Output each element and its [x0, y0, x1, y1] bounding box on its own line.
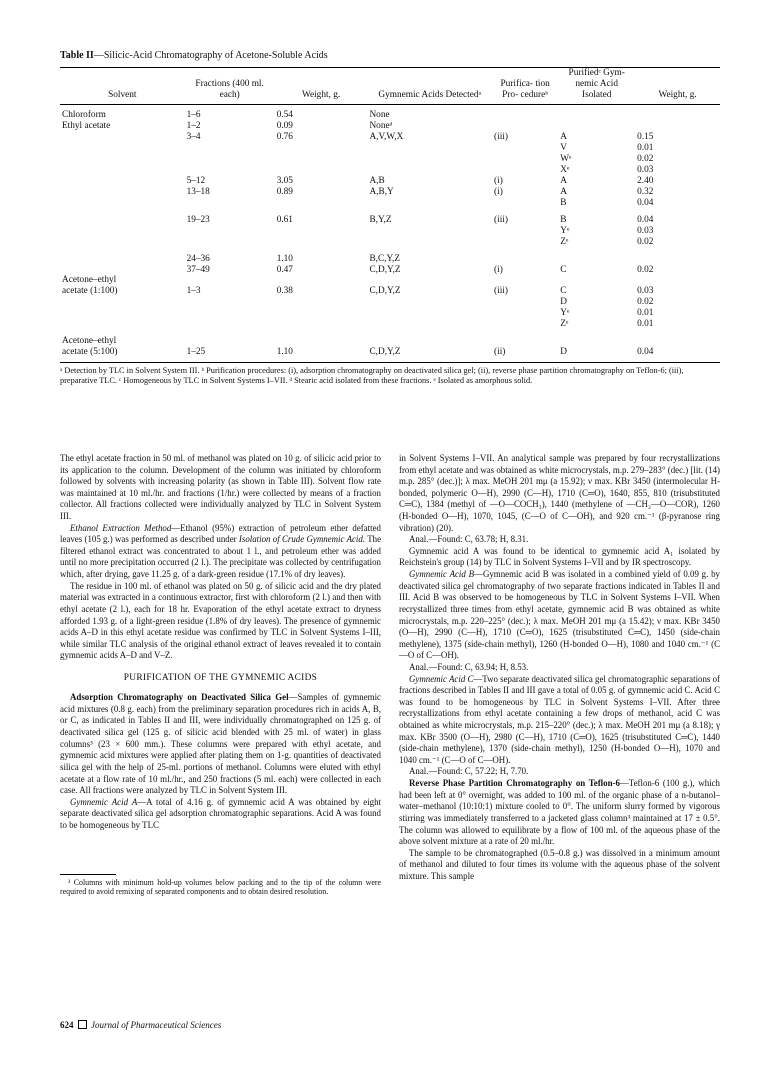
- paragraph: [399, 778, 720, 848]
- table-cell-weight2: 0.04: [637, 214, 654, 225]
- table-cell-weight2: 0.02: [637, 153, 654, 164]
- table-cell-isolated: [558, 275, 635, 286]
- table-cell-weight2: 0.03: [637, 225, 654, 236]
- table-cell-purification: [492, 154, 558, 165]
- table-cell-weight: [275, 297, 368, 308]
- table-cell-isolated: B: [560, 197, 567, 208]
- run-in-title: Ethanol Extraction Method: [70, 522, 172, 533]
- table-row: [60, 248, 720, 265]
- table-row: [60, 209, 720, 226]
- table-cell-fractions: [185, 297, 275, 308]
- table-cell-solvent: Acetone–ethyl: [62, 336, 117, 347]
- table-cell-purification: [492, 275, 558, 286]
- right-column: [399, 453, 720, 897]
- table-cell-solvent: [60, 132, 185, 143]
- analysis-line: Anal.—Found: C, 63.78; H, 8.31.: [409, 534, 529, 545]
- table-cell-weight2: [635, 330, 720, 347]
- header-weight: Weight, g.: [301, 89, 341, 100]
- table-cell-solvent: acetate (1:100): [62, 286, 118, 297]
- table-cell-detected: [367, 319, 492, 330]
- table-cell-detected: [367, 198, 492, 209]
- table-cell-weight: [275, 330, 368, 347]
- table-cell-weight2: 2.40: [637, 175, 654, 186]
- table-cell-detected: [367, 237, 492, 248]
- analysis-line: Anal.—Found: C, 63.94; H, 8.53.: [409, 661, 529, 672]
- paragraph: Gymnemic acid A was found to be identical to gymnemic acid A₁ isolated by Reichstein's group (14) by TLC in Solvent Systems I–VII and by IR spectroscopy.: [399, 545, 720, 568]
- table-cell-detected: B,C,Y,Z: [369, 253, 401, 264]
- table-cell-weight: 3.05: [276, 175, 293, 186]
- table-row: [60, 132, 720, 143]
- table-cell-fractions: [185, 319, 275, 330]
- table-cell-purification: (iii): [494, 131, 508, 142]
- table-cell-detected: [367, 226, 492, 237]
- table-cell-fractions: 13–18: [186, 186, 210, 197]
- table-cell-detected: [367, 275, 492, 286]
- table-cell-detected: C,D,Y,Z: [369, 264, 401, 275]
- table-cell-isolated: Yᵉ: [560, 225, 570, 236]
- table-cell-weight2: 0.02: [637, 297, 654, 308]
- table-row: [60, 226, 720, 237]
- table-cell-detected: C,D,Y,Z: [369, 286, 401, 297]
- run-in-title: Adsorption Chromatography on Deactivated Silica Gel: [70, 692, 289, 703]
- table-cell-detected: A,V,W,X: [369, 131, 404, 142]
- table-row: [60, 198, 720, 209]
- table-cell-solvent: Ethyl acetate: [62, 120, 111, 131]
- header-solvent: Solvent: [108, 89, 137, 100]
- table-row: [60, 308, 720, 319]
- table-cell-isolated: Zᵉ: [560, 319, 569, 330]
- table-cell-isolated: [558, 330, 635, 347]
- table-cell-detected: C,D,Y,Z: [369, 347, 401, 358]
- table-cell-detected: [367, 330, 492, 347]
- table-cell-weight: 0.89: [276, 186, 293, 197]
- chromatography-table: [60, 67, 720, 363]
- table-row: [60, 347, 720, 362]
- header-purification: Purifica- tion Pro- cedureᵇ: [500, 78, 550, 100]
- table-cell-fractions: 37–49: [186, 264, 210, 275]
- table-cell-weight2: 0.02: [637, 264, 654, 275]
- table-row: [60, 319, 720, 330]
- table-cell-solvent: [60, 308, 185, 319]
- table-cell-detected: A,B,Y: [369, 186, 394, 197]
- table-cell-isolated: V: [560, 142, 567, 153]
- table-row: [60, 297, 720, 308]
- body-columns: [60, 453, 720, 897]
- table-cell-weight2: 0.04: [637, 347, 654, 358]
- table-cell-fractions: [185, 237, 275, 248]
- table-cell-isolated: B: [560, 214, 567, 225]
- run-in-title: Reverse Phase Partition Chromatography on Teflon-6: [409, 778, 620, 789]
- table-cell-weight: [275, 275, 368, 286]
- table-cell-purification: [492, 308, 558, 319]
- analysis-line: Anal.—Found: C, 57.22; H, 7.70.: [409, 766, 529, 777]
- paragraph-text: —Gymnemic acid B was isolated in a combined yield of 0.09 g. by deactivated silica gel chromatography of two separate fractions indicated in Tables II and III. Acid B was observed to be homogeneous by TLC in Solvent Systems I–VII. When recrystallized three times from ethyl acetate, gymnemic acid B was obtained as white microcrystals, m.p. 220–225° (dec.); λ max. MeOH 201 mμ (a 15.42); ν max. KBr 3450 (O—H), 2990 (C—H), 1710 (C═O), 1625 (trisubstituted C═C), 1450 (side-chain methylene), 1375 (side-chain methyl), 1260 (H-bonded O—H), 1080 and 1040 cm.⁻¹ (C—O of C—OH).: [399, 569, 720, 661]
- table-cell-fractions: 1–25: [186, 347, 206, 358]
- table-cell-isolated: C: [560, 264, 567, 275]
- table-cell-isolated: [558, 248, 635, 265]
- table-cell-weight: 0.38: [276, 286, 293, 297]
- table-cell-weight: [275, 237, 368, 248]
- table-cell-weight: [275, 154, 368, 165]
- table-cell-weight: [275, 165, 368, 176]
- table-cell-purification: (i): [494, 175, 503, 186]
- table-cell-weight: 1.10: [276, 347, 293, 358]
- table-cell-isolated: A: [560, 131, 567, 142]
- table-cell-solvent: [60, 248, 185, 265]
- table-cell-purification: [492, 226, 558, 237]
- table-cell-weight2: 0.01: [637, 142, 654, 153]
- table-cell-weight: [275, 198, 368, 209]
- table-cell-weight2: 0.01: [637, 308, 654, 319]
- table-cell-weight: [275, 308, 368, 319]
- table-cell-weight2: [635, 121, 720, 132]
- table-cell-weight2: [635, 275, 720, 286]
- table-cell-solvent: [60, 265, 185, 276]
- table-cell-weight: 0.47: [276, 264, 293, 275]
- table-cell-isolated: [558, 104, 635, 120]
- table-cell-solvent: [60, 297, 185, 308]
- left-column: [60, 453, 381, 897]
- column-footnote: ³ Columns with minimum hold-up volumes below packing and to the tip of the column were required to avoid remixing of separated components and to obtain desired resolution.: [60, 877, 381, 897]
- paragraph: [60, 797, 381, 832]
- table-cell-solvent: Chloroform: [62, 109, 106, 120]
- table-cell-detected: B,Y,Z: [369, 214, 392, 225]
- page-footer: [60, 1020, 221, 1030]
- paragraph: [399, 674, 720, 767]
- table-cell-solvent: acetate (5:100): [62, 347, 118, 358]
- table-cell-fractions: 1–6: [186, 109, 201, 120]
- table-cell-detected: A,B: [369, 175, 385, 186]
- table-cell-purification: (i): [494, 186, 503, 197]
- table-cell-detected: [367, 297, 492, 308]
- table-cell-purification: [492, 198, 558, 209]
- table-cell-fractions: 1–2: [186, 120, 201, 131]
- table-row: [60, 275, 720, 286]
- page-number: 624: [60, 1020, 74, 1030]
- table-section: [60, 50, 720, 386]
- table-cell-fractions: 3–4: [186, 131, 201, 142]
- table-cell-purification: [492, 121, 558, 132]
- table-caption: —Silicic-Acid Chromatography of Acetone-Soluble Acids: [93, 50, 328, 61]
- table-row: [60, 237, 720, 248]
- table-cell-purification: [492, 104, 558, 120]
- table-cell-weight2: 0.03: [637, 164, 654, 175]
- table-cell-detected: [367, 154, 492, 165]
- table-label: Table II: [60, 50, 94, 61]
- paragraph: The sample to be chromatographed (0.5–0.8 g.) was dissolved in a minimum amount of methanol and diluted to four times its volume with the aqueous phase of the solvent mixture. This sample: [399, 847, 720, 881]
- table-cell-purification: [492, 143, 558, 154]
- table-cell-isolated: D: [560, 347, 567, 358]
- table-cell-weight: 1.10: [276, 253, 293, 264]
- table-row: [60, 330, 720, 347]
- table-cell-purification: [492, 248, 558, 265]
- table-cell-weight: 0.54: [276, 109, 293, 120]
- paragraph-text: The filtered ethanol extract was concentrated to about 1 l., and petroleum ether was added until no more precipitation occurred (2 l.). The precipitate was collected by centrifugation which, after drying, gave 11.25 g. of a dark-green residue (17.1% of dry leaves).: [60, 534, 382, 580]
- table-cell-isolated: Yᵉ: [560, 308, 570, 319]
- table-cell-solvent: [60, 176, 185, 187]
- table-cell-solvent: [60, 226, 185, 237]
- table-row: [60, 104, 720, 120]
- table-cell-fractions: [185, 330, 275, 347]
- paragraph: in Solvent Systems I–VII. An analytical sample was prepared by four recrystallizations from ethyl acetate and was obtained as white microcrystals, m.p. 279–283° (dec.) [lit. (14) m.p. 285° (dec.)]; λ max. MeOH 201 mμ (a 15.92); ν max. KBr 3450 (intermolecular H-bonded, polymeric O—H), 2990 (C—H), 1710 (C═O), 1640, 855, 810 (trisubstituted C═C), 1384 (methyl of —O—COCH₃), 1440 (methylene of —CH₂—O—COR), 1260 (H-bonded O—H), 1070, 1045, (C—O of C—OH), and 920 cm.⁻¹ (β-pyranose ring vibration) (20).: [399, 453, 720, 533]
- table-row: [60, 286, 720, 297]
- paragraph-text: —Samples of gymnemic acid mixtures (0.8 g. each) from the preliminary separation procedures rich in acids A, B, or C, as indicated in Tables II and III, were individually chromatographed on 125 g. of deactivated silica gel (125 g. of silicic acid blended with 25 ml. of water) in glass columns³ (23 × 600 mm.). These columns were prepared with ethyl acetate, and gymnemic acid mixtures were applied after plating them on 1-g. quantities of deactivated silica gel with the help of 25-ml. portions of methanol. Columns were eluted with ethyl acetate at a flow rate of 10 ml./hr., and 250 fractions (5 ml. each) were collected in each case. All fractions were analyzed by TLC in Solvent System III.: [60, 692, 381, 796]
- table-cell-solvent: [60, 198, 185, 209]
- table-cell-purification: [492, 237, 558, 248]
- table-title: [60, 50, 720, 61]
- table-cell-purification: (ii): [494, 347, 506, 358]
- table-cell-purification: [492, 330, 558, 347]
- run-in-title: Gymnemic Acid B: [409, 569, 475, 580]
- header-weight2: Weight, g.: [658, 89, 697, 100]
- table-cell-fractions: [185, 198, 275, 209]
- table-body: [60, 104, 720, 362]
- table-cell-weight2: 0.32: [637, 186, 654, 197]
- header-isolated: Purifiedᶜ Gym- nemic Acid Isolated: [568, 68, 625, 100]
- table-cell-solvent: [60, 209, 185, 226]
- table-cell-isolated: [558, 121, 635, 132]
- table-cell-isolated: Xᵉ: [560, 164, 570, 175]
- table-cell-fractions: [185, 154, 275, 165]
- table-cell-weight2: 0.15: [637, 131, 654, 142]
- table-cell-fractions: 5–12: [186, 175, 206, 186]
- journal-name: Journal of Pharmaceutical Sciences: [91, 1020, 222, 1030]
- paragraph-text: —A total of 4.16 g. of gymnemic acid A was obtained by eight separate deactivated silica gel adsorption chromatographic separations. Acid A was found to be homogeneous by TLC: [60, 796, 382, 830]
- table-cell-detected: [367, 143, 492, 154]
- table-cell-fractions: 24–36: [186, 253, 210, 264]
- table-cell-fractions: [185, 165, 275, 176]
- table-cell-weight2: [635, 248, 720, 265]
- table-cell-purification: [492, 319, 558, 330]
- table-cell-weight: 0.09: [276, 120, 293, 131]
- table-row: [60, 154, 720, 165]
- table-cell-weight: [275, 226, 368, 237]
- table-cell-fractions: 19–23: [186, 214, 210, 225]
- table-cell-purification: [492, 297, 558, 308]
- header-detected: Gymnemic Acids Detectedᵃ: [378, 89, 482, 100]
- table-row: [60, 265, 720, 276]
- paragraph: [60, 692, 381, 796]
- paragraph: The ethyl acetate fraction in 50 ml. of methanol was plated on 10 g. of silicic acid prior to its application to the column. Development of the column was initiated by chloroform followed by solvents with increasing polarity (as shown in Table III). Solvent flow rate was maintained at 10 ml./hr. and fractions (1/hr.) were collected by means of a fraction collector. All fractions collected were individually analyzed by TLC in Solvent System III.: [60, 453, 381, 522]
- table-cell-solvent: [60, 319, 185, 330]
- table-cell-weight2: 0.04: [637, 197, 654, 208]
- table-cell-solvent: [60, 187, 185, 198]
- table-row: [60, 165, 720, 176]
- table-cell-weight2: [635, 104, 720, 120]
- table-cell-fractions: [185, 275, 275, 286]
- table-cell-isolated: Zᵉ: [560, 236, 569, 247]
- table-cell-weight2: 0.03: [637, 286, 654, 297]
- paragraph: [60, 523, 381, 581]
- paragraph: The residue in 100 ml. of ethanol was plated on 50 g. of silicic acid and the dry plated material was extracted in a continuous extractor, first with chloroform (2 l.) and then with ethyl acetate (2 l.), each for 18 hr. Evaporation of the ethyl acetate extract to dryness afforded 1.93 g. of a light-green residue (1.8% of dry leaves). The presence of gymnemic acids A–D in this ethyl acetate residue was confirmed by TLC in Solvent Systems I–III, while similar TLC analysis of the original ethanol extract of leaves revealed it to contain gymnemic acids A–D and V–Z.: [60, 580, 381, 661]
- table-cell-weight: 0.76: [276, 131, 293, 142]
- paragraph-text: —Ethanol (95%) extraction of petroleum ether defatted leaves (105 g.) was performed as described under: [60, 522, 381, 545]
- square-icon: [78, 1020, 87, 1029]
- footnote-divider: [60, 874, 116, 875]
- table-cell-fractions: 1–3: [186, 286, 201, 297]
- run-in-title: Gymnemic Acid A: [70, 796, 138, 807]
- table-cell-solvent: [60, 165, 185, 176]
- table-cell-isolated: A: [560, 186, 567, 197]
- table-cell-fractions: [185, 308, 275, 319]
- paragraph-text: —Teflon-6 (100 g.), which had been left at 0° overnight, was added to 100 ml. of the organic phase of a n-butanol–water–methanol (10:10:1) mixture cooled to 0°. The uniform slurry formed by vigorous stirring was immediately transferred to a jacketed glass column³ maintained at 17 ± 0.5°. The column was allowed to equilibrate by a flow of 100 ml. of the aqueous phase of the above solvent mixture at a rate of 20 ml./hr.: [399, 778, 720, 847]
- italic-text: Isolation of Crude Gymnemic Acid.: [238, 534, 366, 545]
- table-cell-solvent: [60, 237, 185, 248]
- table-cell-weight: [275, 319, 368, 330]
- table-cell-weight2: 0.01: [637, 319, 654, 330]
- paragraph: [399, 569, 720, 662]
- table-cell-detected: None: [369, 109, 390, 120]
- table-cell-solvent: Acetone–ethyl: [62, 275, 117, 286]
- table-row: [60, 143, 720, 154]
- table-cell-purification: (iii): [494, 214, 508, 225]
- table-cell-fractions: [185, 226, 275, 237]
- table-cell-isolated: Wᵉ: [560, 153, 572, 164]
- header-fractions: Fractions (400 ml. each): [195, 78, 264, 100]
- table-row: [60, 187, 720, 198]
- table-cell-solvent: [60, 154, 185, 165]
- table-cell-detected: [367, 308, 492, 319]
- section-heading: PURIFICATION OF THE GYMNEMIC ACIDS: [123, 672, 318, 683]
- table-cell-purification: [492, 165, 558, 176]
- table-cell-solvent: [60, 143, 185, 154]
- table-cell-isolated: A: [560, 175, 567, 186]
- run-in-title: Gymnemic Acid C: [409, 673, 474, 684]
- table-cell-purification: (i): [494, 264, 503, 275]
- table-header-row: [60, 68, 720, 105]
- table-cell-weight2: 0.02: [637, 236, 654, 247]
- table-cell-purification: (iii): [494, 286, 508, 297]
- table-cell-isolated: D: [560, 297, 567, 308]
- table-cell-weight: 0.61: [276, 214, 293, 225]
- table-cell-detected: [367, 165, 492, 176]
- table-footnote: ᵃ Detection by TLC in Solvent System III. ᵇ Purification procedures: (i), adsorption chromatography on deactivated silica gel; (ii), reverse phase partition chromatography on Teflon-6; (iii), preparative TLC. ᶜ Homogeneous by TLC in Solvent Systems I–VII. ᵈ Stearic acid isolated from these fractions. ᵉ Isolated as amorphous solid.: [60, 366, 684, 386]
- table-cell-fractions: [185, 143, 275, 154]
- paragraph-text: —Two separate deactivated silica gel chromatographic separations of fractions described in Tables II and III gave a total of 0.05 g. of gymnemic acid C. Acid C was found to be homogeneous by TLC in Solvent Systems I–VII. After three recrystallizations from ethyl acetate containing a few drops of methanol, acid C was obtained as white microcrystals, m.p. 215–220° (dec.); λ max. MeOH 201 mμ (a 8.18); γ max. KBr 3500 (O—H), 2980 (C—H), 1710 (C═O), 1625 (trisubstituted C═C), 1440 (side-chain methylene), 1370 (side-chain methyl), 1250 (H-bonded O—H), 1070 and 1040 cm.⁻¹ (C—O of C—OH).: [399, 673, 720, 765]
- table-cell-isolated: C: [560, 286, 567, 297]
- table-cell-weight: [275, 143, 368, 154]
- table-cell-detected: Noneᵈ: [369, 120, 393, 131]
- table-row: [60, 121, 720, 132]
- table-row: [60, 176, 720, 187]
